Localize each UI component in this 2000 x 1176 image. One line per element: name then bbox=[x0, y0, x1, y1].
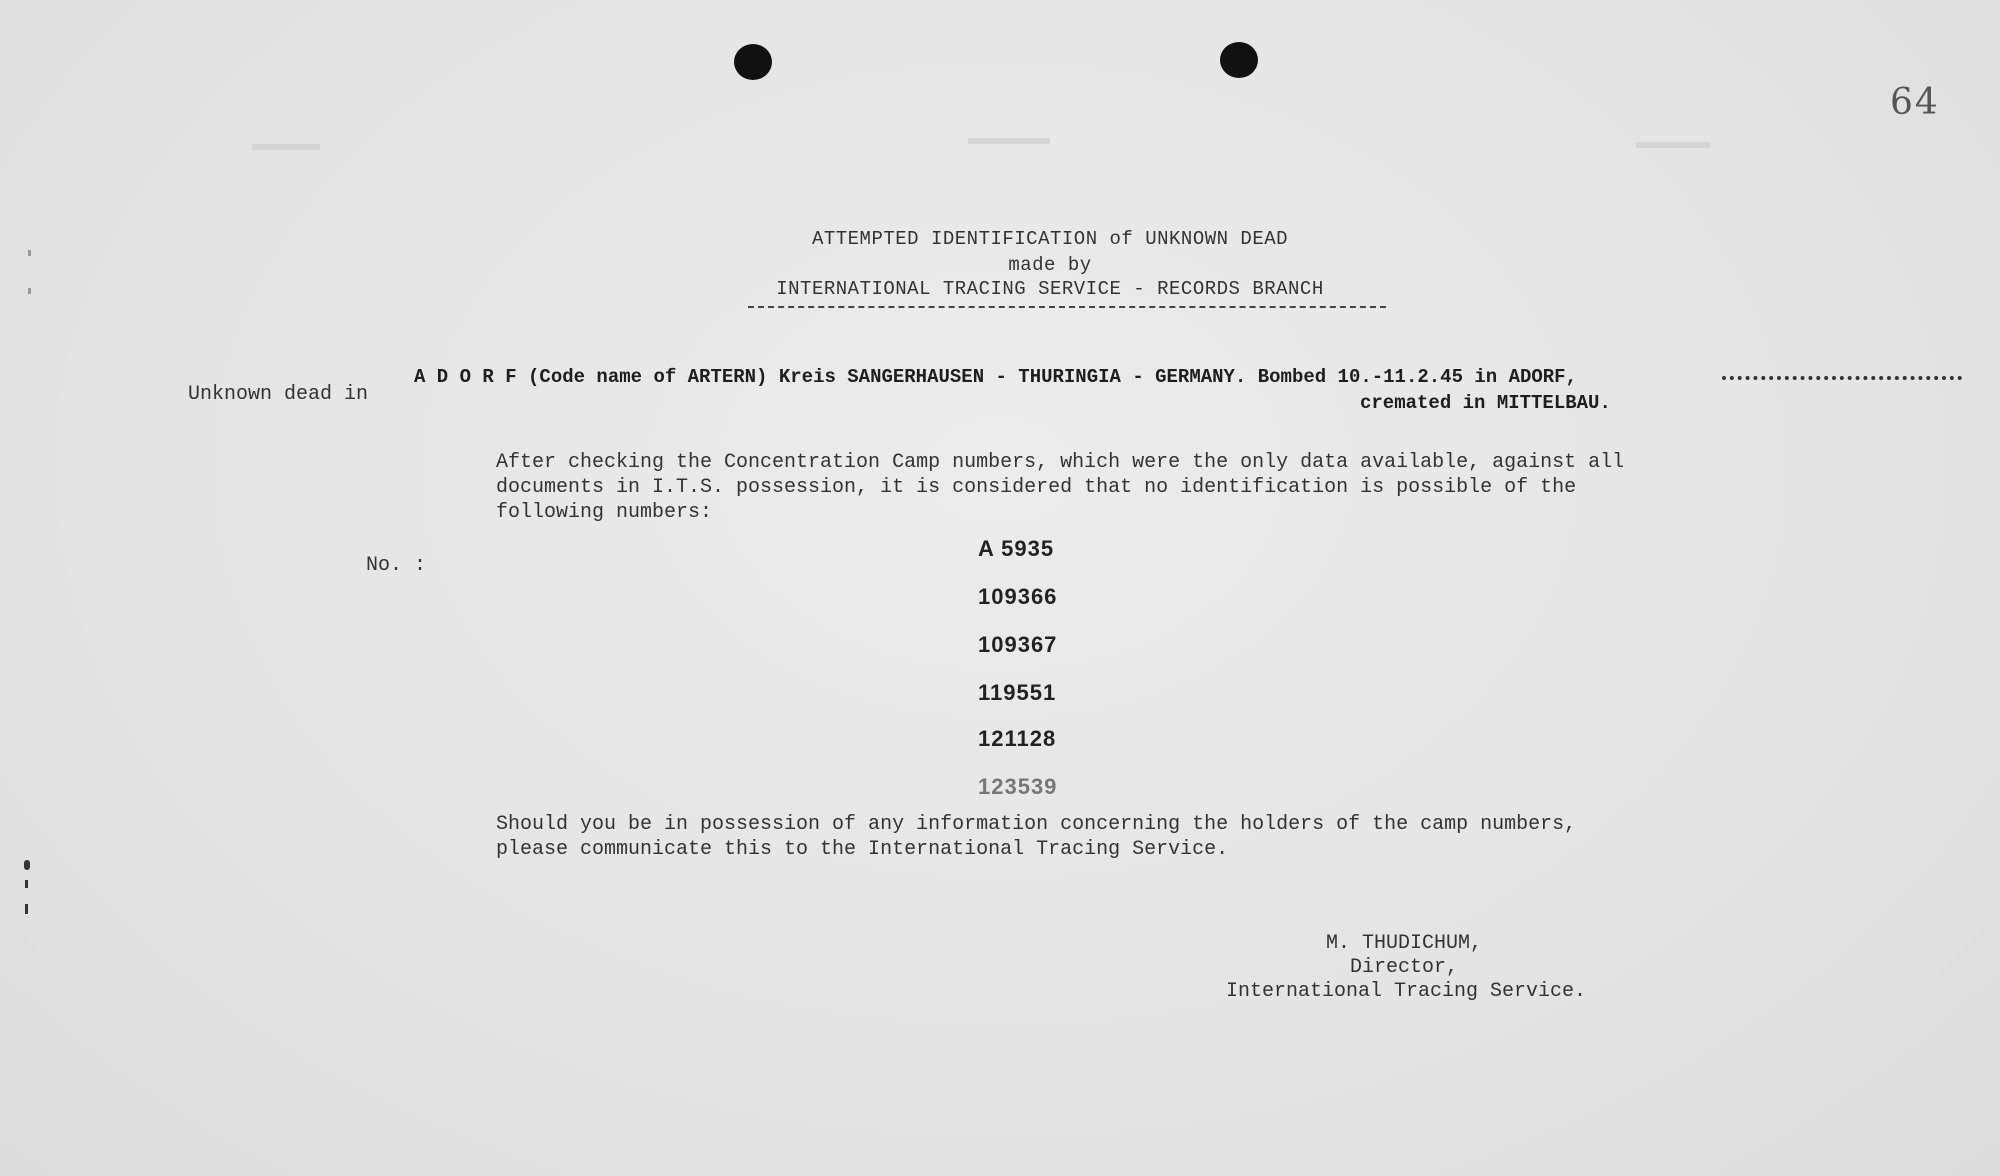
closing-paragraph bbox=[496, 812, 1736, 862]
signature-title: Director, bbox=[1350, 956, 1459, 979]
edge-mark bbox=[28, 250, 31, 256]
closing-line-1: Should you be in possession of any information concerning the holders of the camp numbers, bbox=[496, 813, 1577, 836]
header-divider bbox=[748, 306, 1386, 308]
camp-number: A 5935 bbox=[978, 536, 1055, 561]
camp-number: 109367 bbox=[978, 632, 1058, 657]
page-number: 64 bbox=[1890, 82, 1940, 123]
dotted-fill-line bbox=[1722, 376, 1962, 380]
location-details: A D O R F (Code name of ARTERN) Kreis SANGERHAUSEN - THURINGIA - GERMANY. Bombed 10.-11.2.45 in ADORF, bbox=[414, 366, 1577, 388]
punch-hole-right bbox=[1220, 42, 1258, 78]
header-title: ATTEMPTED IDENTIFICATION of UNKNOWN DEAD bbox=[811, 228, 1289, 250]
intro-line-1: After checking the Concentration Camp numbers, which were the only data available, against all bbox=[496, 451, 1625, 474]
location-cremation: cremated in MITTELBAU. bbox=[1360, 392, 1611, 414]
faded-mark bbox=[252, 144, 320, 150]
location-label: Unknown dead in bbox=[188, 383, 369, 406]
camp-number: 121128 bbox=[978, 726, 1057, 751]
edge-mark bbox=[25, 880, 28, 888]
intro-paragraph bbox=[496, 450, 1736, 525]
intro-line-3: following numbers: bbox=[496, 501, 713, 524]
closing-line-2: please communicate this to the International Tracing Service. bbox=[496, 838, 1229, 861]
edge-mark bbox=[25, 904, 28, 914]
signature-organization: International Tracing Service. bbox=[1226, 980, 1587, 1003]
numbers-label: No. : bbox=[366, 554, 427, 577]
camp-number: 119551 bbox=[978, 680, 1057, 705]
punch-hole-left bbox=[734, 44, 772, 80]
edge-mark bbox=[24, 860, 30, 870]
camp-number: 123539 bbox=[978, 774, 1058, 799]
signature-name: M. THUDICHUM, bbox=[1326, 932, 1483, 955]
header-subtitle: made by bbox=[1008, 254, 1092, 276]
faded-mark bbox=[968, 138, 1050, 144]
camp-number: 109366 bbox=[978, 584, 1058, 609]
intro-line-2: documents in I.T.S. possession, it is considered that no identification is possible of the bbox=[496, 476, 1577, 499]
edge-mark bbox=[28, 288, 31, 294]
faded-mark bbox=[1636, 142, 1710, 148]
header-organization: INTERNATIONAL TRACING SERVICE - RECORDS BRANCH bbox=[776, 278, 1324, 300]
